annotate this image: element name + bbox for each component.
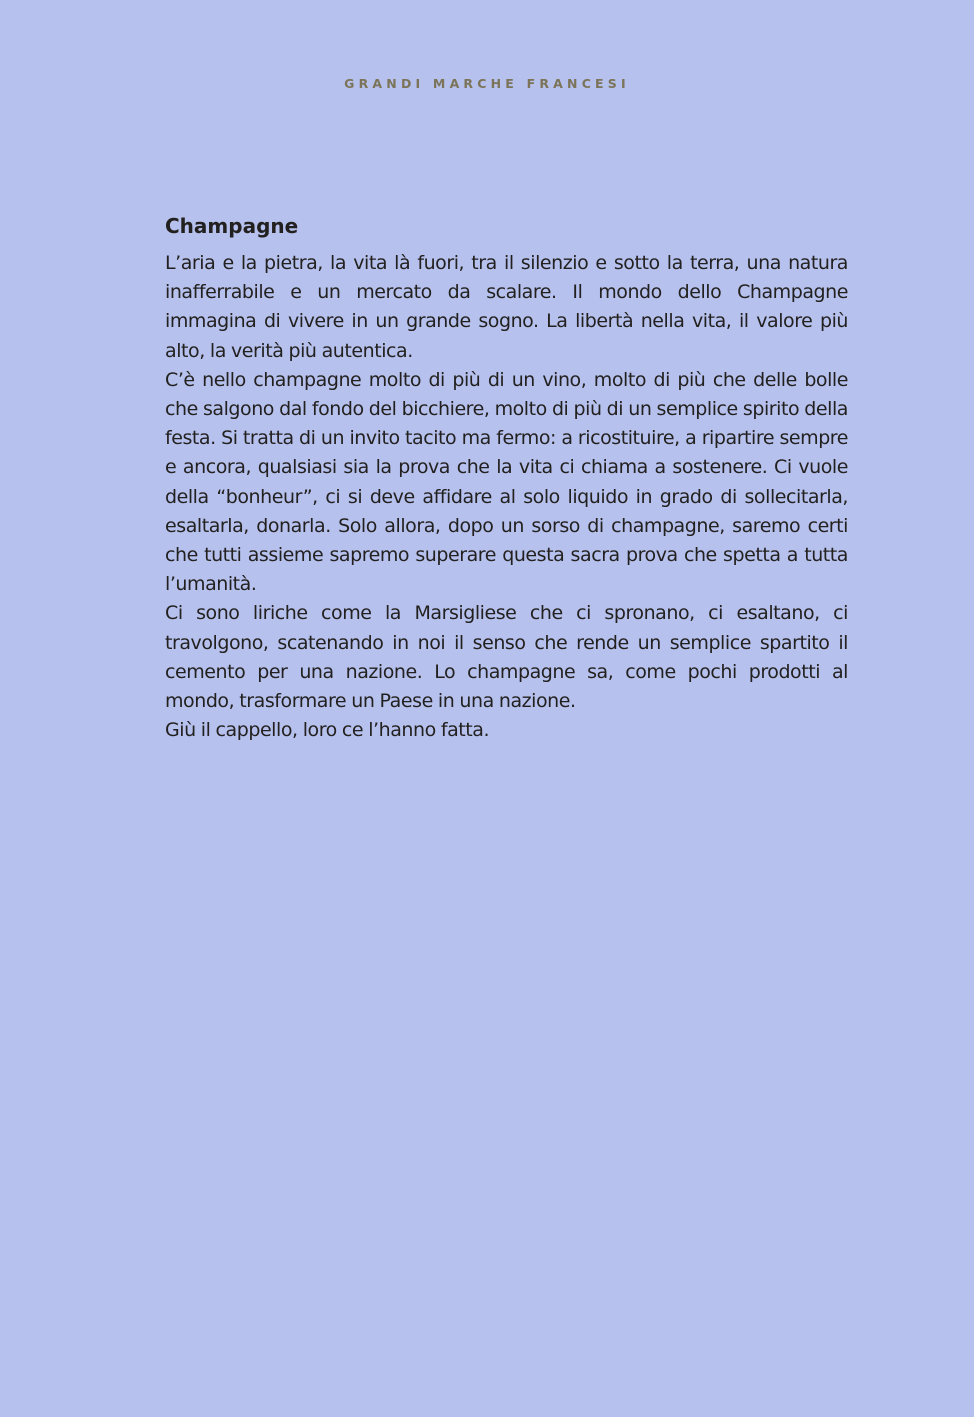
paragraph: L’aria e la pietra, la vita là fuori, tra il silenzio e sotto la terra, una natura inafferrabile e un mercato da scalare. Il mondo dello Champagne immagina di vivere in un grande sogno. La libertà nella vita, il valore più alto, la verità più autentica. [165,252,848,362]
paragraph: Giù il cappello, loro ce l’hanno fatta. [165,719,490,742]
article-title: Champagne [165,214,299,238]
paragraph: C’è nello champagne molto di più di un vino, molto di più che delle bolle che salgono dal fondo del bicchiere, molto di più di un semplice spirito della festa. Si tratta di un invito tacito ma fermo: a ricostituire, a ripartire sempre e ancora, qualsiasi sia la prova che la vita ci chiama a sostenere. Ci vuole della “bonheur”, ci si deve affidare al solo liquido in grado di sollecitarla, esaltarla, donarla. Solo allora, dopo un sorso di champagne, saremo certi che tutti assieme sapremo superare questa sacra prova che spetta a tutta l’umanità. [165,368,848,596]
running-head: GRANDI MARCHE FRANCESI [344,76,630,91]
paragraph: Ci sono liriche come la Marsigliese che ci spronano, ci esaltano, ci travolgono, scatenando in noi il senso che rende un semplice spartito il cemento per una nazione. Lo champagne sa, come pochi prodotti al mondo, trasformare un Paese in una nazione. [165,602,848,713]
article [165,212,848,745]
